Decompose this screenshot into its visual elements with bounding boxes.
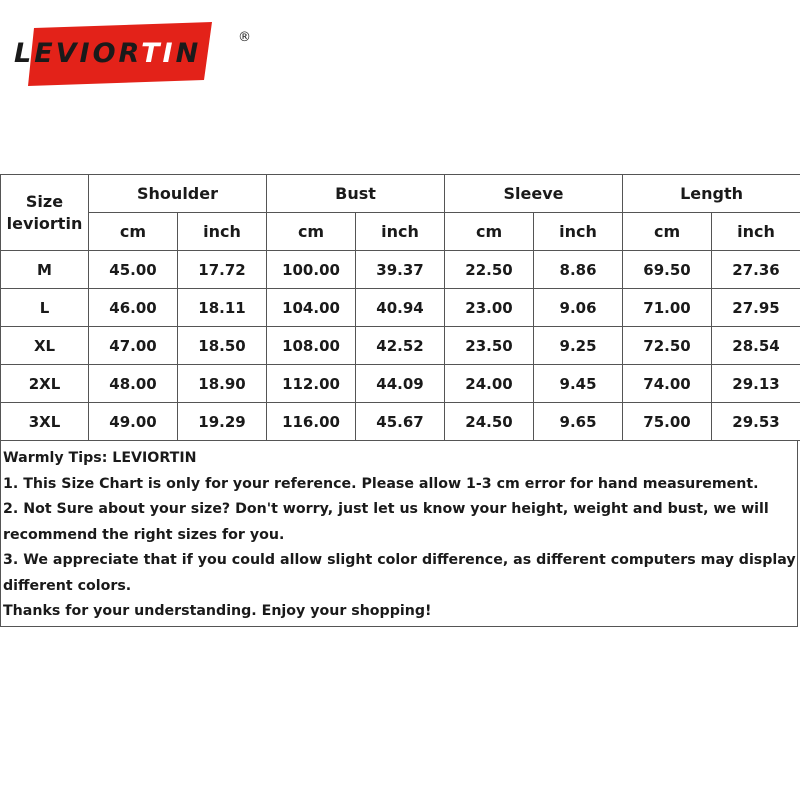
value-cell: 18.50 (178, 327, 267, 365)
value-cell: 75.00 (623, 403, 712, 441)
tips-closing: Thanks for your understanding. Enjoy your shopping! (3, 603, 432, 619)
tips-line: 2. Not Sure about your size? Don't worry, just let us know your height, weight and bust, we will (3, 501, 769, 517)
value-cell: 116.00 (267, 403, 356, 441)
brand-logo (8, 22, 251, 88)
value-cell: 9.06 (534, 289, 623, 327)
tips-line: 1. This Size Chart is only for your reference. Please allow 1-3 cm error for hand measurement. (3, 475, 759, 492)
unit-header: cm (89, 213, 178, 251)
value-cell: 29.53 (712, 403, 800, 441)
value-cell: 24.50 (445, 403, 534, 441)
value-cell: 18.11 (178, 289, 267, 327)
value-cell: 72.50 (623, 327, 712, 365)
value-cell: 29.13 (712, 365, 800, 403)
value-cell: 40.94 (356, 289, 445, 327)
table-row (1, 327, 800, 365)
value-cell: 69.50 (623, 251, 712, 289)
group-header-bust: Bust (267, 175, 445, 213)
unit-header: inch (178, 213, 267, 251)
table-row (1, 251, 800, 289)
size-cell: 2XL (1, 365, 89, 403)
size-column-header (1, 175, 89, 251)
value-cell: 18.90 (178, 365, 267, 403)
value-cell: 22.50 (445, 251, 534, 289)
tips-line: 3. We appreciate that if you could allow slight color difference, as different computers may display (3, 552, 796, 568)
value-cell: 28.54 (712, 327, 800, 365)
value-cell: 27.36 (712, 251, 800, 289)
value-cell: 24.00 (445, 365, 534, 403)
value-cell: 112.00 (267, 365, 356, 403)
tips-line: different colors. (3, 577, 132, 594)
logo-wordmark-mid: TI (141, 38, 176, 69)
table-row (1, 289, 800, 327)
logo-wordmark-start: LEVIOR (14, 38, 142, 69)
value-cell: 9.25 (534, 327, 623, 365)
value-cell: 39.37 (356, 251, 445, 289)
value-cell: 100.00 (267, 251, 356, 289)
table-row (1, 365, 800, 403)
value-cell: 42.52 (356, 327, 445, 365)
group-header-sleeve: Sleeve (445, 175, 623, 213)
value-cell: 23.50 (445, 327, 534, 365)
table-header-groups (1, 175, 800, 213)
unit-header: inch (712, 213, 800, 251)
value-cell: 19.29 (178, 403, 267, 441)
value-cell: 104.00 (267, 289, 356, 327)
size-cell: 3XL (1, 403, 89, 441)
unit-header: cm (623, 213, 712, 251)
value-cell: 46.00 (89, 289, 178, 327)
unit-header: cm (267, 213, 356, 251)
table-header-units (1, 213, 800, 251)
group-header-length: Length (623, 175, 800, 213)
logo-wordmark-end: N (175, 38, 202, 69)
size-header-title: Size (25, 191, 64, 211)
registered-mark: ® (238, 30, 251, 45)
value-cell: 48.00 (89, 365, 178, 403)
size-chart-table (0, 174, 800, 441)
value-cell: 17.72 (178, 251, 267, 289)
size-cell: XL (1, 327, 89, 365)
size-cell: M (1, 251, 89, 289)
value-cell: 47.00 (89, 327, 178, 365)
value-cell: 74.00 (623, 365, 712, 403)
value-cell: 9.65 (534, 403, 623, 441)
table-row (1, 403, 800, 441)
group-header-shoulder: Shoulder (89, 175, 267, 213)
value-cell: 8.86 (534, 251, 623, 289)
value-cell: 23.00 (445, 289, 534, 327)
size-cell: L (1, 289, 89, 327)
size-header-subtitle: leviortin (6, 213, 83, 233)
unit-header: inch (356, 213, 445, 251)
value-cell: 49.00 (89, 403, 178, 441)
unit-header: inch (534, 213, 623, 251)
value-cell: 44.09 (356, 365, 445, 403)
value-cell: 71.00 (623, 289, 712, 327)
tips-line: recommend the right sizes for you. (3, 526, 285, 543)
value-cell: 45.67 (356, 403, 445, 441)
tips-box (0, 440, 798, 627)
value-cell: 9.45 (534, 365, 623, 403)
tips-title: Warmly Tips: LEVIORTIN (3, 450, 197, 466)
unit-header: cm (445, 213, 534, 251)
value-cell: 108.00 (267, 327, 356, 365)
value-cell: 45.00 (89, 251, 178, 289)
value-cell: 27.95 (712, 289, 800, 327)
logo-wordmark (14, 38, 201, 69)
